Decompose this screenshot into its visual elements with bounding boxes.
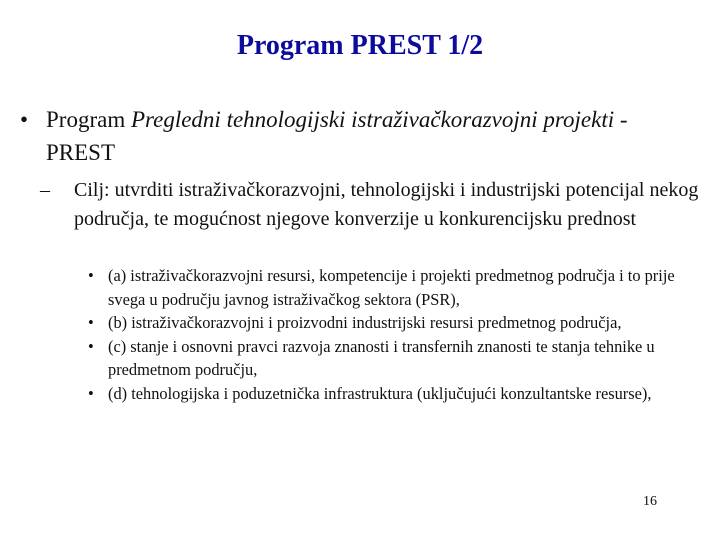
sub-bullet-list [88,264,708,406]
list-item [88,382,708,406]
list-item [88,311,708,335]
bullet-1-prefix: Program [46,107,131,132]
sub-bullet-text: (d) tehnologijska i poduzetnička infrastruktura (uključujući konzultantske resurse), [108,383,652,403]
list-item [88,264,708,311]
bullet-dot: • [88,266,94,285]
bullet-dot: • [20,107,29,132]
bullet-2-text: Cilj: utvrditi istraživačkorazvojni, tehnologijski i industrijski potencijal nekog područja, te mogućnost njegove konverzije u konkurencijsku prednost [74,179,699,230]
bullet-1-italic: Pregledni tehnologijski istraživačkorazvojni projekti [130,107,615,132]
bullet-1-suffix: - PREST [46,107,628,165]
bullet-1-text [46,103,700,169]
page-number: 16 [643,494,657,509]
slide-title: Program PREST 1/2 [236,30,484,61]
bullet-dot: • [88,336,94,356]
bullet-dash: – [40,179,50,201]
bullet-level-1 [20,103,700,169]
bullet-dot: • [88,313,94,333]
list-item [88,335,708,382]
bullet-level-2 [40,176,700,234]
sub-bullet-text: (b) istraživačkorazvojni i proizvodni industrijski resursi predmetnog područja, [108,313,622,333]
sub-bullet-text: (c) stanje i osnovni pravci razvoja znanosti i transfernih znanosti te stanja tehnike u predmetnom području, [108,336,655,380]
bullet-dot: • [88,383,94,403]
sub-bullet-text: (a) istraživačkorazvojni resursi, kompetencije i projekti predmetnog područja i to prije svega u području javnog istraživačkog sektora (PSR), [108,266,675,309]
